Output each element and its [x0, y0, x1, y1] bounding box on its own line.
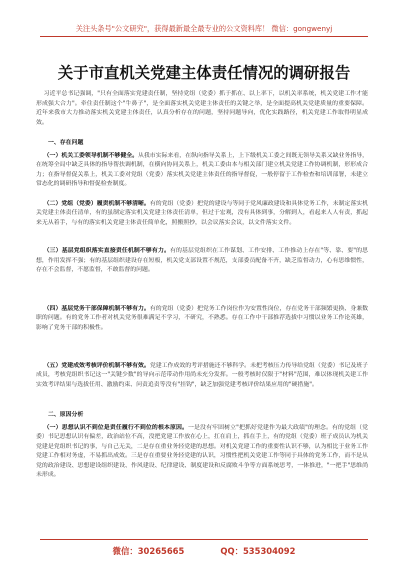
problem-paragraph-3	[36, 247, 368, 304]
footer-divider	[40, 539, 368, 540]
paragraph-text: 有的党组（党委）把党的建设与等同于党风廉政建设和具体党务工作，未制定落实机关党建主体责任清单，有的虽制定落实机关党建主体责任清单，但过于宏观，没有具体到事，分解到人，看起来人人有责，抓起来无从着手，与有的落实机关党建主体责任简单化，照搬照抄，以会议落实会议，以文件落实文件。	[36, 200, 368, 226]
paragraph-text: 从我市实际来看，在纵向指导关系上，上下级机关工委之间既无领导关系又缺业务指导，在统筹全局中缺乏具体的指导帮扶调机制，在横向协同关系上，机关工委由本与相关部门建立机关党建工作协调机制，形形成合力；在指导督促关系上，机关工委对党组（党委）落实机关党建主体责任的指导督促，一般停留于工作检查和培训部署，未建立常态化的调研指导和督促检查制度。	[36, 152, 368, 188]
paragraph-lead: （四）基层党务干部保障机制不够有力。	[43, 305, 150, 312]
problem-paragraph-1	[36, 152, 368, 200]
header-banner: 关注头条号"公文研究"，获得最新最全最专业的公文资料库！ 微信：gongwenyj	[75, 24, 333, 33]
paragraph-lead: （五）党建成效考核评价机制不够有效。	[43, 362, 150, 369]
section-heading-causes: 二、原因分析	[48, 411, 84, 418]
paragraph-lead: （一）思想认识不到位是责任履行不到位的根本原因。	[43, 424, 189, 431]
problem-paragraph-4	[36, 305, 368, 362]
document-body	[36, 90, 368, 490]
footer-qq: QQ：535304092	[220, 546, 296, 556]
section-heading-problems: 一、存在问题	[48, 139, 84, 146]
paragraph-text: 有的基层党组织在工作谋划、工作安排、工作推动上存在"等、靠、要"的思想，作用发挥不强；有的基层组织建设存在短板，机关党支部设置不规范，支部委员配备不齐，缺乏监督动力，心有思维惯性，存在不会监督，不愿监督，不敢监督的问题。	[36, 248, 368, 274]
header-divider	[40, 36, 368, 37]
footer-banner	[40, 545, 368, 557]
document-title: 关于市直机关党建主体责任情况的调研报告	[57, 64, 351, 82]
intro-paragraph: 习近平总书记强调，"只有全面落实党建责任制，坚持党组（党委）抓于抓在、以上率下，以机关率系统，机关党建工作才能形成强大合力"。牵住责任制这个"牛鼻子"，是全面落实机关党建主体责任的关键之举，是全面提高机关党建质量的重要保障。近年来我市大力推动落实机关党建主体责任，认真分析存在的问题，坚持问题导向，优化实践路径，机关党建工作取得明显成效。	[36, 91, 368, 126]
cause-paragraph-1	[36, 424, 368, 491]
paragraph-lead: （三）基层党组织落实直接责任机制不够有力。	[43, 248, 170, 255]
paragraph-text: 有的党组（党委）把党务工作岗位作为安置性岗位，存在党务干部频繁更换、身兼数职的问题。有的党务工作者对机关党务很难满足不学习，不研究，不熟悉。存在工作中干部推荐选拔中习惯以业务工作论英雄，影响了党务干部的积极性。	[36, 305, 368, 331]
problem-paragraph-5	[36, 362, 368, 410]
paragraph-text: 一是没有牢固树立"把抓好党建作为最大政绩"的理念。有的党组（党委）书记思想认识有偏差，政治站位不高，没把党建工作放在心上，扛在肩上，抓在手上，有的党组（党委）班子成员认为机关党建是党组织书记的事，与自己无关，二是存在重业务轻党建的思想。对机关党建工作的重要性认识不够，认为相比于业务工作党建工作相对务虚，不易抓出成效。三是存在重要业务轻党建的认识，习惯性把机关党建工作等同于具体的党务工作，而不是从党的政治建设、思想建设组织建设、作风建设、纪律建设、制度建设和反腐败斗争等方面系统思考，一体推进，"一把手"思维尚未形成。	[36, 424, 368, 479]
paragraph-lead: （二）党组（党委）履责机制不够清晰。	[43, 200, 150, 207]
problem-paragraph-2	[36, 200, 368, 248]
footer-wechat: 微信：30265665	[112, 546, 185, 556]
paragraph-text: 党建工作成效的考评措施还不够科学。未把考核压力传导给党组（党委）书记及班子成员，考核党组织书记这一"关键少数"的导向示范带动作用尚未充分发挥。一般考核时仅限于"材料"范围，难以体现机关建工作实效考评结果与选拔任用、激励约束、问责追责等没有"挂钩"，缺乏加强党建考核评价结果应用的"硬措施"。	[36, 362, 368, 388]
paragraph-lead: （一）机关工委领导机制不够健全。	[43, 152, 139, 159]
